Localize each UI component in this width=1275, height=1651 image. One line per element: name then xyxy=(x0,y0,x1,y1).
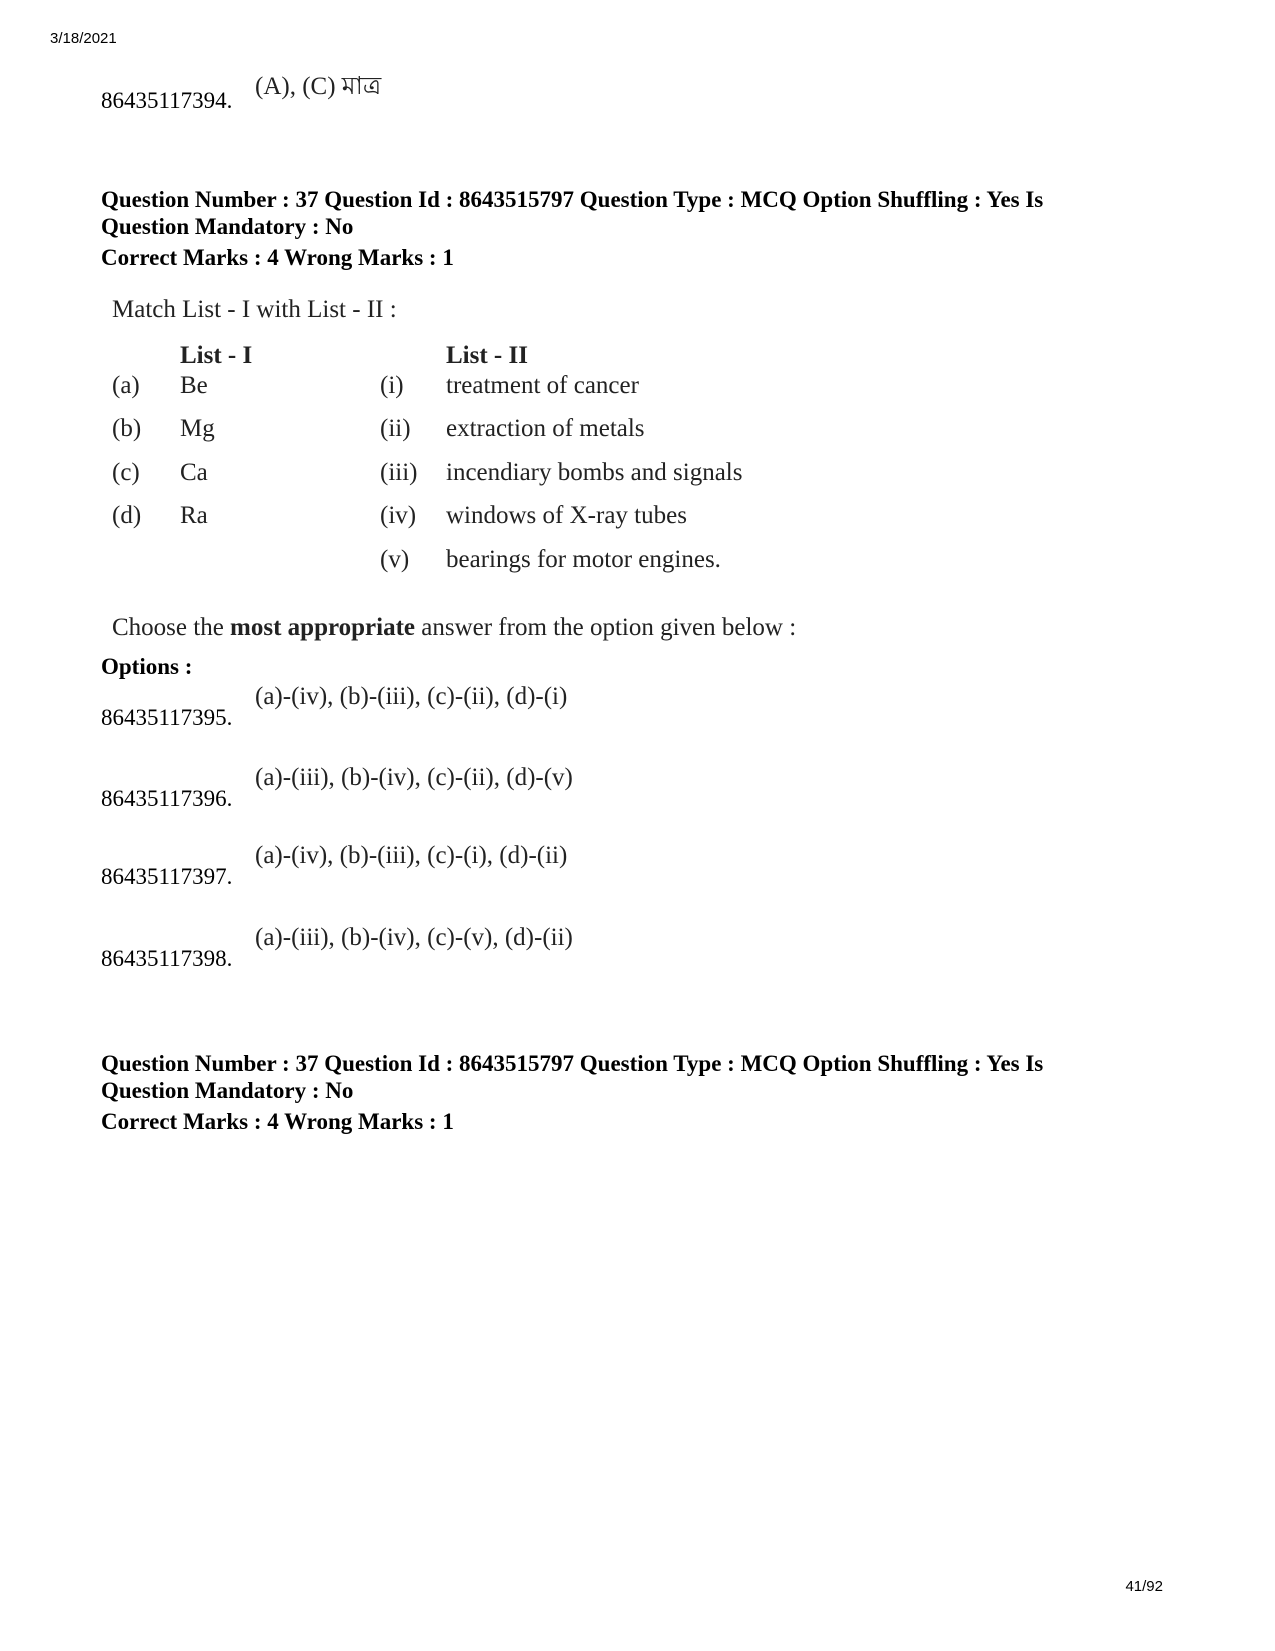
option-row xyxy=(101,764,573,812)
question-header-line2: Question Mandatory : No xyxy=(101,1078,354,1103)
next-question-header xyxy=(101,1050,1181,1104)
option-row xyxy=(101,73,382,114)
question-header-line1: Question Number : 37 Question Id : 8643515797 Question Type : MCQ Option Shuffling : Yes Is xyxy=(101,187,1044,212)
list2-label: (v) xyxy=(380,546,410,573)
match-row xyxy=(112,459,932,499)
question-prompt xyxy=(112,614,796,642)
list2-item: incendiary bombs and signals xyxy=(446,459,743,486)
list1-item: Ca xyxy=(180,459,208,486)
list1-label: (a) xyxy=(112,372,140,399)
match-row xyxy=(112,415,932,455)
list2-label: (ii) xyxy=(380,415,411,442)
match-row xyxy=(112,546,932,586)
list1-label: (c) xyxy=(112,459,140,486)
option-answer: (a)-(iv), (b)-(iii), (c)-(i), (d)-(ii) xyxy=(255,842,568,869)
option-answer: (a)-(iii), (b)-(iv), (c)-(v), (d)-(ii) xyxy=(255,924,573,951)
question-header xyxy=(101,186,1181,240)
list2-item: extraction of metals xyxy=(446,415,645,442)
list1-label: (d) xyxy=(112,502,142,529)
print-date: 3/18/2021 xyxy=(50,30,117,47)
list1-item: Ra xyxy=(180,502,208,529)
prompt-post: answer from the option given below : xyxy=(421,614,797,641)
option-answer: (a)-(iv), (b)-(iii), (c)-(ii), (d)-(i) xyxy=(255,683,568,710)
option-id: 86435117396. xyxy=(101,786,233,811)
prompt-pre: Choose the xyxy=(112,614,224,641)
prompt-emphasis: most appropriate xyxy=(230,614,415,641)
question-marks: Correct Marks : 4 Wrong Marks : 1 xyxy=(101,245,454,270)
option-id: 86435117398. xyxy=(101,946,233,971)
list2-header: List - II xyxy=(446,342,528,369)
question-instruction: Match List - I with List - II : xyxy=(112,296,397,323)
list2-label: (iii) xyxy=(380,459,418,486)
list2-label: (iv) xyxy=(380,502,417,529)
option-row xyxy=(101,924,573,972)
match-row xyxy=(112,502,932,542)
list2-item: windows of X-ray tubes xyxy=(446,502,687,529)
list1-header: List - I xyxy=(180,342,253,369)
option-answer: (A), (C) মাত্র xyxy=(255,73,382,100)
list2-label: (i) xyxy=(380,372,404,399)
option-row xyxy=(101,683,568,731)
question-header-line2: Question Mandatory : No xyxy=(101,214,354,239)
next-question-marks: Correct Marks : 4 Wrong Marks : 1 xyxy=(101,1109,454,1134)
match-row xyxy=(112,372,932,412)
list1-label: (b) xyxy=(112,415,142,442)
list1-item: Be xyxy=(180,372,208,399)
option-id: 86435117394. xyxy=(101,88,233,113)
option-row xyxy=(101,842,568,890)
list2-item: bearings for motor engines. xyxy=(446,546,721,573)
option-id: 86435117395. xyxy=(101,705,233,730)
list1-item: Mg xyxy=(180,415,215,442)
option-id: 86435117397. xyxy=(101,864,233,889)
options-label: Options : xyxy=(101,654,193,679)
question-header-line1: Question Number : 37 Question Id : 8643515797 Question Type : MCQ Option Shuffling : Yes Is xyxy=(101,1051,1044,1076)
page-number: 41/92 xyxy=(1125,1578,1163,1595)
list2-item: treatment of cancer xyxy=(446,372,639,399)
option-answer: (a)-(iii), (b)-(iv), (c)-(ii), (d)-(v) xyxy=(255,764,573,791)
